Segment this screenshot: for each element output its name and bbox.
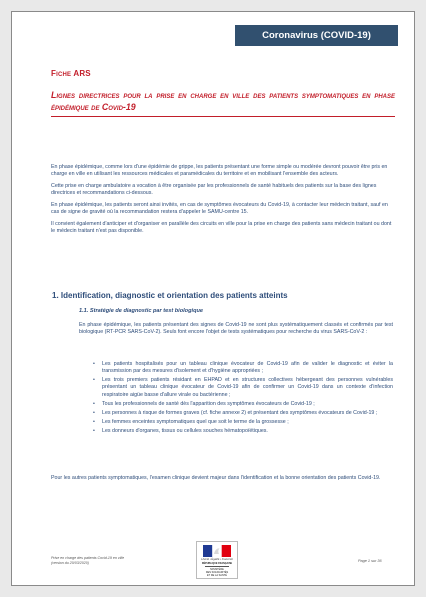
bullet-icon: •: [93, 400, 95, 407]
page-number: Page 1 sur 36: [358, 559, 382, 563]
bullet-icon: •: [93, 418, 95, 425]
list-item: • Les femmes enceintes symptomatiques quel que soit le terme de la grossesse ;: [93, 418, 289, 425]
topic-banner: Coronavirus (COVID-19): [235, 25, 398, 46]
document-title: Lignes directrices pour la prise en charge en ville des patients symptomatiques en phase épidémique de Covid-19: [51, 90, 395, 117]
list-item: • Les donneurs d'organes, tissus ou cellules souches hématopoïétiques.: [93, 427, 268, 434]
section-body: [79, 322, 393, 336]
bullet-icon: •: [93, 427, 95, 434]
list-item: • Les trois premiers patients résidant en EHPAD et en structures collectives hébergeant des personnes vulnérables présentant un tableau clinique évocateur de Covid-19 afin de confirmer un Covid-19 dans un contexte d'infection respiratoire aigüe basse d'allure virale ou bactérienne ;: [93, 377, 393, 398]
closing-paragraph: Pour les autres patients symptomatiques, l'examen clinique devient majeur dans l'identification et la bonne orientation des patients Covid-19.: [51, 475, 381, 481]
logo-ministry: MINISTÈRE DES SOLIDARITÉS ET DE LA SANTÉ: [205, 568, 229, 577]
criteria-list: [93, 361, 393, 437]
intro-paragraph: Cette prise en charge ambulatoire a vocation à être organisée par les professionnels de santé habituels des patients sur la base des lignes directrices et recommandations ci-dessous.: [51, 183, 377, 197]
intro-text: [51, 164, 395, 240]
subsection-heading: 1.1. Stratégie de diagnostic par test biologique: [79, 308, 204, 314]
intro-paragraph: Il convient également d'anticiper et d'organiser en parallèle des circuits en ville pour la prise en charge des patients sans médecin traitant ou dont le médecin traitant n'est pas disponible.: [51, 221, 392, 235]
list-item: • Les personnes à risque de formes graves (cf. fiche annexe 2) et présentant des symptômes évocateurs de Covid-19 ;: [93, 409, 378, 416]
section-heading: 1. Identification, diagnostic et orientation des patients atteints: [52, 291, 288, 300]
marianne-flag-icon: [203, 545, 231, 557]
footer-version: (version du 20/03/2020): [51, 561, 89, 565]
intro-paragraph: En phase épidémique, comme lors d'une épidémie de grippe, les patients présentant une forme simple ou modérée devront pouvoir être pris en charge en ville en utilisant les ressources médicales et paramédicales du territoire et en mobilisant l'ensemble des acteurs.: [51, 164, 388, 178]
footer-title: Prise en charge des patients Covid-19 en ville: [51, 556, 125, 560]
document-type-label: Fiche ARS: [51, 69, 91, 78]
list-item: • Les patients hospitalisés pour un tableau clinique évocateur de Covid-19 afin de valider le diagnostic et éviter la transmission par des mesures d'isolement et d'hygiène appropriées ;: [93, 361, 393, 375]
section-paragraph: En phase épidémique, les patients présentant des signes de Covid-19 ne sont plus systématiquement classés et confirmés par test biologique (RT-PCR SARS-CoV-2). Seuls font encore l'objet de tests systématiques pour recherche du virus SARS-CoV-2 :: [79, 322, 393, 336]
footer-document-info: [51, 556, 124, 566]
ministry-logo: [196, 541, 238, 579]
bullet-icon: •: [93, 409, 95, 416]
logo-motto: Liberté • Égalité • Fraternité: [201, 558, 233, 561]
list-item: • Tous les professionnels de santé dès l'apparition des symptômes évocateurs de Covid-19 ;: [93, 400, 315, 407]
bullet-icon: •: [93, 377, 95, 384]
logo-republic: RÉPUBLIQUE FRANÇAISE: [201, 562, 233, 565]
bullet-icon: •: [93, 361, 95, 367]
document-page: [11, 11, 415, 586]
intro-paragraph: En phase épidémique, les patients seront ainsi invités, en cas de symptômes évocateurs du Covid-19, à contacter leur médecin traitant, sauf en cas de signe de gravité où la recommandation restera d'appeler le SAMU-centre 15.: [51, 202, 388, 216]
